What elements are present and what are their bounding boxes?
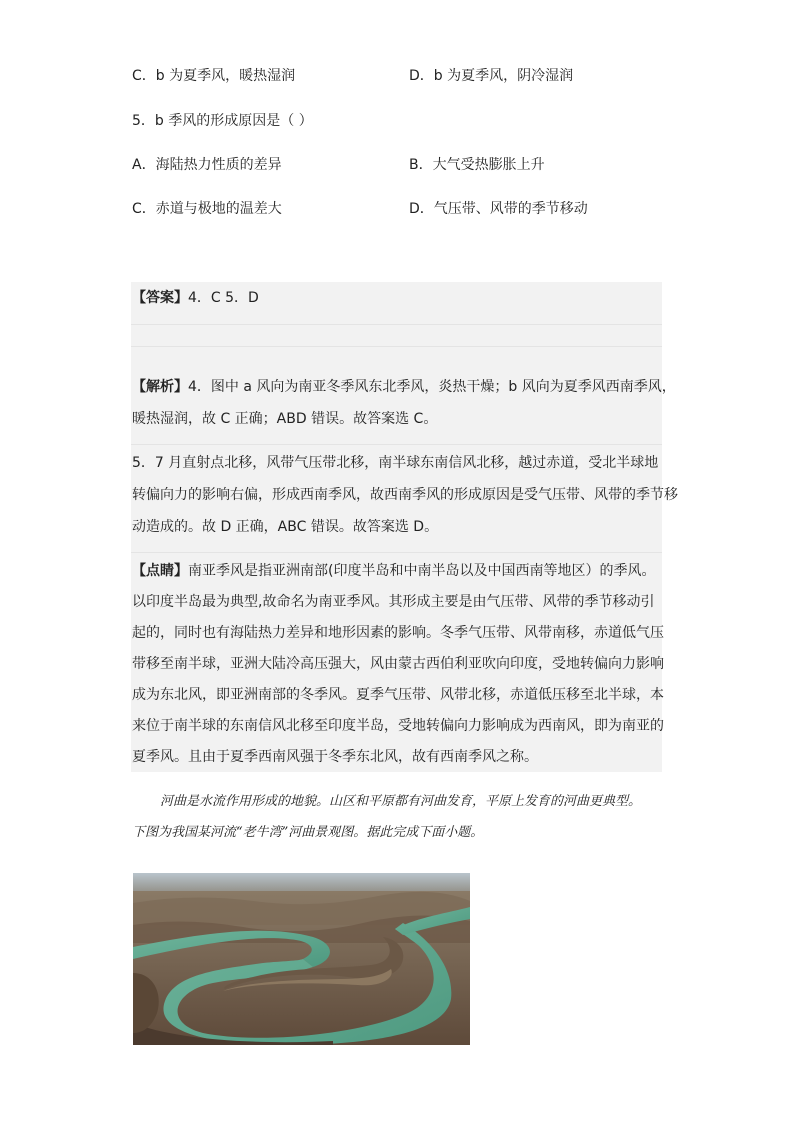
answer-label: 【答案】 <box>132 290 188 306</box>
q5-option-d: D．气压带、风带的季节移动 <box>409 201 588 217</box>
river-meander-photo <box>133 873 470 1045</box>
q4-option-d: D．b 为夏季风，阴冷湿润 <box>409 68 574 84</box>
commentary-label: 【点睛】 <box>132 563 188 579</box>
q5-option-a: A．海陆热力性质的差异 <box>132 157 282 173</box>
commentary-line3: 起的，同时也有海陆热力差异和地形因素的影响。冬季气压带、风带南移，赤道低气压 <box>132 625 664 641</box>
commentary-line1: 【点睛】南亚季风是指亚洲南部(印度半岛和中南半岛以及中国西南等地区）的季风。 <box>132 563 656 579</box>
q4-option-c: C．b 为夏季风，暖热湿润 <box>132 68 296 84</box>
intro-line1: 河曲是水流作用形成的地貌。山区和平原都有河曲发育，平原上发育的河曲更典型。 <box>160 794 642 809</box>
analysis-q5-line3: 动造成的。故 D 正确，ABC 错误。故答案选 D。 <box>132 519 439 535</box>
q5-stem: 5．b 季风的形成原因是（ ） <box>132 113 313 129</box>
analysis-q5-line1: 5．7 月直射点北移，风带气压带北移，南半球东南信风北移，越过赤道，受北半球地 <box>132 455 659 471</box>
answer-text: 4．C 5．D <box>188 290 259 306</box>
analysis-q5-line2: 转偏向力的影响右偏，形成西南季风，故西南季风的形成原因是受气压带、风带的季节移 <box>132 487 678 503</box>
commentary-line4: 带移至南半球，亚洲大陆冷高压强大，风由蒙古西伯利亚吹向印度，受地转偏向力影响 <box>132 656 664 672</box>
commentary-line7: 夏季风。且由于夏季西南风强于冬季东北风，故有西南季风之称。 <box>132 749 538 765</box>
commentary-line6: 来位于南半球的东南信风北移至印度半岛，受地转偏向力影响成为西南风，即为南亚的 <box>132 718 664 734</box>
analysis-q4-line2: 暖热湿润，故 C 正确；ABD 错误。故答案选 C。 <box>132 411 438 427</box>
q5-option-b: B．大气受热膨胀上升 <box>409 157 545 173</box>
commentary-line5: 成为东北风，即亚洲南部的冬季风。夏季气压带、风带北移，赤道低压移至北半球，本 <box>132 687 664 703</box>
analysis-q4-line1: 【解析】4．图中 a 风向为南亚冬季风东北季风，炎热干燥；b 风向为夏季风西南季风， <box>132 379 676 395</box>
analysis-label: 【解析】 <box>132 379 188 395</box>
commentary-line2: 以印度半岛最为典型,故命名为南亚季风。其形成主要是由气压带、风带的季节移动引 <box>132 594 655 610</box>
intro-line2: 下图为我国某河流“老牛湾”河曲景观图。据此完成下面小题。 <box>132 825 484 840</box>
q5-option-c: C．赤道与极地的温差大 <box>132 201 282 217</box>
answer-line <box>132 288 259 308</box>
